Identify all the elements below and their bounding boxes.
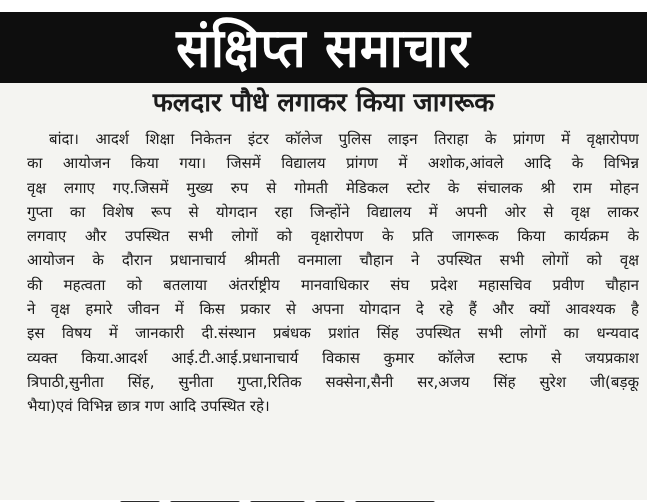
article-line: वृक्ष लगाए गए.जिसमें मुख्य रुप से गोमती मेडिकल स्टोर के संचालक श्री राम मोहन [27, 178, 639, 197]
article-line: गुप्ता का विशेष रूप से योगदान रहा जिन्होंने विद्यालय में अपनी ओर से वृक्ष लाकर [27, 202, 639, 221]
article-line: त्रिपाठी,सुनीता सिंह, सुनीता गुप्ता,रितिक सक्सेना,सैनी सर,अजय सिंह सुरेश जी(बड़कू [27, 372, 639, 391]
page-top-margin [0, 0, 647, 12]
article-line: बांदा। आदर्श शिक्षा निकेतन इंटर कॉलेज पुलिस लाइन तिराहा के प्रांगण में वृक्षारोपण [49, 130, 639, 148]
article-line: की महत्वता को बतलाया अंतर्राष्ट्रीय मानवाधिकार संघ प्रदेश महासचिव प्रवीण चौहान [27, 275, 639, 294]
article-line: आयोजन के दौरान प्रधानाचार्य श्रीमती वनमाला चौहान ने उपस्थित सभी लोगों को वृक्ष [27, 251, 639, 270]
article-body [27, 127, 639, 419]
article-line: इस विषय में जानकारी दी.संस्थान प्रबंधक प्रशांत सिंह उपस्थित सभी लोगों का धन्यवाद [27, 324, 639, 343]
next-headline-cut-off [120, 492, 490, 502]
article-line: भैया)एवं विभिन्न छात्र गण आदि उपस्थित रहे। [27, 397, 270, 416]
section-masthead [0, 12, 647, 83]
section-title: संक्षिप्त समाचार [176, 16, 471, 79]
article-line: लगवाए और उपस्थित सभी लोगों को वृक्षारोपण के प्रति जागरूक किया कार्यक्रम के [27, 227, 639, 246]
newspaper-clipping [0, 83, 647, 500]
article-line: व्यक्त किया.आदर्श आई.टी.आई.प्रधानाचार्य विकास कुमार कॉलेज स्टाफ से जयप्रकाश [27, 348, 639, 367]
article-line: का आयोजन किया गया। जिसमें विद्यालय प्रांगण में अशोक,आंवले आदि के विभिन्न [27, 154, 639, 173]
article-line: ने वृक्ष हमारे जीवन में किस प्रकार से अपना योगदान दे रहे हैं और क्यों आवश्यक है [27, 300, 639, 319]
article-headline: फलदार पौधे लगाकर किया जागरूक [152, 88, 495, 118]
